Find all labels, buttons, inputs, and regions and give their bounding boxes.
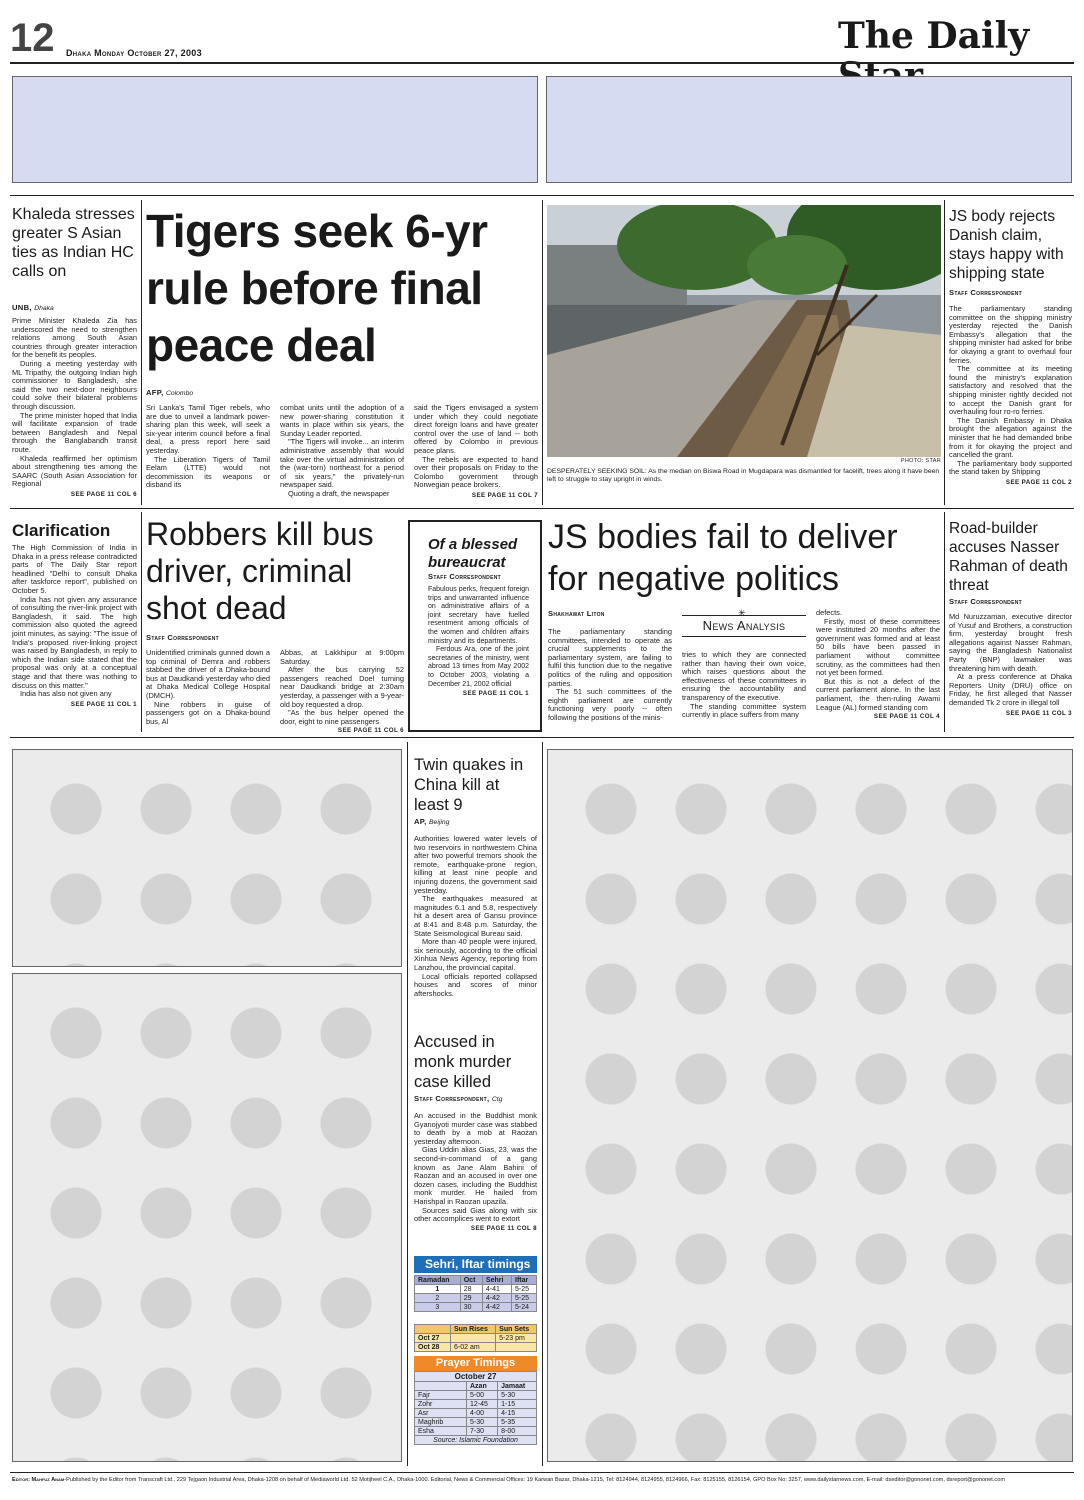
clarification-continuation[interactable]: SEE PAGE 11 COL 1 <box>70 700 137 708</box>
js-danish-continuation[interactable]: SEE PAGE 11 COL 2 <box>1005 478 1072 486</box>
prayer-r0c1: 5-00 <box>467 1391 498 1400</box>
prayer-r1c0: Zohr <box>415 1400 467 1409</box>
road-builder-headline: Road-builder accuses Nasser Rahman of death threat <box>949 520 1068 594</box>
prayer-r2c2: 4-15 <box>498 1409 537 1418</box>
ad-box-left <box>12 76 538 183</box>
prayer-r3c0: Maghrib <box>415 1418 467 1427</box>
monk-headline: Accused in monk murder case killed <box>414 1033 512 1091</box>
photo-credit: PHOTO: STAR <box>900 458 941 464</box>
sun-table <box>414 1324 537 1352</box>
sehri-r2c3: 5-24 <box>512 1303 537 1312</box>
tigers-col3 <box>414 404 538 501</box>
js-fail-c2p2: The standing committee system currently in place suffers from many <box>682 701 806 720</box>
js-fail-c2p1: tries to which they are connected rather than having their own voice, which raises questions about the effectiveness of these committees in ensuring the accountability and transparency of the executive. <box>682 650 806 702</box>
js-danish-story <box>949 207 1072 502</box>
khaleda-p3: The prime minister hoped that India will facilitate expansion of trade between Bangladesh and Nepal through the Banglabandh transit route. <box>12 410 137 454</box>
sun-r1c2 <box>496 1343 537 1352</box>
masthead: The Daily <box>838 15 1030 57</box>
sehri-r2c2: 4-42 <box>482 1303 511 1312</box>
js-fail-story <box>548 516 940 728</box>
tigers-byline <box>146 388 538 397</box>
news-analysis-text: News Analysis <box>702 618 786 633</box>
robbers-story <box>146 516 404 735</box>
divider-v3 <box>944 200 945 505</box>
page-header <box>0 0 1084 70</box>
js-fail-col1 <box>548 609 672 723</box>
js-fail-c3p3: But this is not a defect of the current parliament alone. In the last parliament, the then-ruling Awami League (AL) formed standing com <box>816 676 940 712</box>
robbers-c1p1: Unidentified criminals gunned down a top criminal of Demra and robbers stabbed the driver of a Dhaka-bound bus at Daudkandi yesterday who died at Dhaka Medical College Hospital (DMCH). <box>146 648 270 700</box>
khaleda-p2: During a meeting yesterday with ML Tripathy, the outgoing Indian high commissioner to Bangladesh, she said the two next-door neighbours could solve their bilateral problems through discussion. <box>12 358 137 411</box>
js-fail-c3p1: defects. <box>816 608 842 617</box>
divider-2 <box>10 508 1074 509</box>
sehri-r1c3: 5-25 <box>512 1294 537 1303</box>
js-danish-body <box>949 305 1072 477</box>
robbers-c2p3: "As the bus helper opened the door, eight to nine passengers <box>280 708 404 726</box>
monk-continuation[interactable]: SEE PAGE 11 COL 8 <box>470 1224 537 1232</box>
sehri-h2: Sehri <box>482 1276 511 1285</box>
js-fail-c1p1: The parliamentary standing committees, intended to operate as crucial supplements to the parliamentary system, are failing to fulfil this function due to the negative politics of the ruling and opposition parties. <box>548 627 672 688</box>
prayer-r4c0: Esha <box>415 1427 467 1436</box>
robbers-columns <box>146 649 404 736</box>
quakes-p3: More than 40 people were injured, six seriously, according to the official Xinhua News Agency, reporting from Lanzhou, the provincial capital. <box>414 937 537 972</box>
monk-agency: Staff Correspondent, <box>414 1094 490 1103</box>
photo-tree-median <box>547 205 941 457</box>
prayer-r2c0: Asr <box>415 1409 467 1418</box>
road-builder-byline: Staff Correspondent <box>949 597 1022 606</box>
bureaucrat-headline: Of a blessed bureaucrat <box>428 536 518 571</box>
prayer-source: Source: Islamic Foundation <box>415 1436 537 1445</box>
quakes-body <box>414 835 537 998</box>
bureaucrat-p1: Fabulous perks, frequent foreign trips and unwarranted influence on administrative affairs of a joint secretary have fuelled resentment among officials of the women and children affairs ministry and its departments. <box>428 586 529 645</box>
sehri-table <box>414 1275 537 1312</box>
monk-p2: Gias Uddin alias Gias, 23, was the second-in-command of a gang known as Jane Alam Bahini of Raozan and an accused in over one dozen cases, including the Buddhist monk murder. He hailed from Harishpal in Raozan upazila. <box>414 1145 537 1206</box>
js-fail-col3 <box>816 609 940 723</box>
sun-r0c1 <box>451 1334 496 1343</box>
sun-r1c1: 6-02 am <box>451 1343 496 1352</box>
khaleda-headline: Khaleda stresses greater S Asian ties as Indian HC calls on <box>12 206 135 280</box>
quakes-story <box>414 755 537 1025</box>
js-danish-p3: The Danish Embassy in Dhaka brought the allegation against the minister that he had demanded bribe from it for okaying the project and cancelled the grant. <box>949 415 1072 460</box>
js-fail-c1p2: The 51 such committees of the eighth parliament are currently functioning very poorly -- often following the positions of the minis- <box>548 687 672 722</box>
clarification-story <box>12 520 137 730</box>
js-danish-p1: The parliamentary standing committee on the shipping ministry yesterday rejected the Danish Embassy's allegation that the shipping minister had asked for bribe for okaying a grant to overhaul four ferries. <box>949 304 1072 365</box>
divider-v5 <box>944 512 945 732</box>
sehri-r0c3: 5-25 <box>512 1285 537 1294</box>
imprint <box>12 1476 1074 1484</box>
clarification-p3: India has also not given any <box>20 689 112 699</box>
khaleda-p1: Prime Minister Khaleda Zia has underscored the need to strengthen relations among South Asian countries through greater interaction for the benefit its peoples. <box>12 316 137 360</box>
prayer-date: October 27 <box>415 1372 537 1382</box>
ad-dots-top-left <box>12 749 402 967</box>
robbers-col1 <box>146 649 270 736</box>
js-danish-headline: JS body rejects Danish claim, stays happy with shipping state <box>949 208 1064 282</box>
clarification-p2: India has not given any assurance of consulting the river-link project with Bangladesh, it said. The high commission also quoted the agreed joint minutes, as saying: "The issue of India's proposed river-linking project was raised by Bangladesh, in reply to which the Indian side stated that the proposal was only at a conceptual stage and that there was nothing to discuss on this matter." <box>12 594 137 690</box>
sparkle-icon: ✳ <box>738 608 746 618</box>
bureaucrat-continuation[interactable]: SEE PAGE 11 COL 1 <box>462 690 529 698</box>
sun-r0c2: 5-23 pm <box>496 1334 537 1343</box>
robbers-headline: Robbers kill bus driver, criminal shot dead <box>146 516 374 626</box>
quakes-p4: Local officials reported collapsed houses and scores of minor aftershocks. <box>414 971 537 998</box>
quakes-p2: The earthquakes measured at magnitudes 6.1 and 5.8, respectively hit a desert area of Gansu province at 8:41 and 8:48 p.m. Saturday, the State Seismological Bureau said. <box>414 894 537 938</box>
robbers-continuation[interactable]: SEE PAGE 11 COL 6 <box>337 727 404 735</box>
prayer-h1: Jamaat <box>498 1382 537 1391</box>
imprint-text: -Published by the Editor from Transcraft Ltd., 229 Tejgaon Industrial Area, Dhaka-1208 on behalf of Mediaworld Ltd. 52 Motijheel C.A., Dhaka-1000. Editorial, News & Commercial Offices: 19 Karwan Bazar, Dhaka-1215, Tel: 8124944, 8124955, 8124966, Fax: 8125155, 8126154, GPO Box No: 3257, www.dailystarnews.com, E-mail: dseditor@gononet.com, dsreport@gononet.com <box>64 1477 1005 1483</box>
khaleda-p4: Khaleda reaffirmed her optimism about strengthening ties among the SAARC (South Asian Association for Regional <box>12 453 137 489</box>
js-fail-byline: Shakhawat Liton <box>548 609 605 618</box>
prayer-title: Prayer Timings <box>414 1356 537 1371</box>
sehri-r0c0: 1 <box>415 1285 461 1294</box>
prayer-table <box>414 1371 537 1445</box>
photo-caption: DESPERATELY SEEKING SOIL: As the median on Biswa Road in Mugdapara was dismantled for facelift, trees along it have been left to struggle to stay upright in winds. <box>547 468 940 484</box>
road-builder-p2: At a press conference at Dhaka Reporters Unity (DRU) office on Friday, he first alleged that Nasser demanded Tk 2 crore in illegal toll <box>949 672 1072 707</box>
monk-body <box>414 1112 537 1224</box>
quakes-headline: Twin quakes in China kill at least 9 <box>414 756 524 814</box>
clarification-body <box>12 544 137 699</box>
tigers-headline: Tigers seek 6-yr rule before final peace deal <box>146 205 488 371</box>
quakes-agency: AP, <box>414 817 427 826</box>
bureaucrat-byline: Staff Correspondent <box>428 572 501 581</box>
tigers-story <box>146 203 538 500</box>
prayer-r1c1: 12-45 <box>467 1400 498 1409</box>
sehri-r1c2: 4-42 <box>482 1294 511 1303</box>
tigers-col2 <box>280 404 404 501</box>
tigers-col1 <box>146 404 270 501</box>
tigers-continuation[interactable]: SEE PAGE 11 COL 7 <box>471 491 538 499</box>
tigers-c2p1: combat units until the adoption of a new power-sharing constitution it wants in place within six years, the Sunday Leader reported. <box>280 403 404 438</box>
sun-h1: Sun Sets <box>496 1325 537 1334</box>
header-rule <box>10 62 1074 64</box>
robbers-c2p1: Abbas, at Lakkhipur at 9:00pm Saturday. <box>280 648 404 666</box>
road-builder-continuation[interactable]: SEE PAGE 11 COL 3 <box>1005 709 1072 717</box>
prayer-r4c1: 7-30 <box>467 1427 498 1436</box>
quakes-p1: Authorities lowered water levels of two reservoirs in northwestern China after two powerful tremors shook the remote, earthquake-prone region, killing at least nine people and injuring dozens, the government said yesterday. <box>414 834 537 895</box>
prayer-r2c1: 4-00 <box>467 1409 498 1418</box>
sehri-r0c1: 28 <box>460 1285 482 1294</box>
news-analysis-label <box>682 608 806 637</box>
tigers-c2p3: Quoting a draft, the newspaper <box>288 488 390 498</box>
road-builder-story <box>949 519 1072 729</box>
js-fail-continuation[interactable]: SEE PAGE 11 COL 4 <box>873 713 940 721</box>
sehri-h3: Iftar <box>512 1276 537 1285</box>
khaleda-body <box>12 317 137 489</box>
js-fail-col2 <box>682 609 806 723</box>
js-fail-col2-text <box>682 651 806 720</box>
js-danish-p2: The committee at its meeting found the ministry's explanation satisfactory and resolved that the shipping minister rightly decided not to accept the Danish grant for overhauling four ro-ro ferries. <box>949 364 1072 417</box>
js-fail-headline: JS bodies fail to deliver for negative politics <box>548 518 898 598</box>
sehri-h0: Ramadan <box>415 1276 461 1285</box>
monk-byline <box>414 1094 537 1103</box>
page-number: 12 <box>10 16 55 60</box>
quakes-place: Beijing <box>429 819 450 826</box>
ad-dots-bottom-left <box>12 973 402 1462</box>
divider-v4 <box>141 512 142 732</box>
bureaucrat-p2: Ferdous Ara, one of the joint secretaries of the ministry, went abroad 13 times from May 2002 to October 2003, violating a December 21, 2002 official <box>428 646 529 688</box>
sehri-r1c0: 2 <box>415 1294 461 1303</box>
dateline: Dhaka Monday October 27, 2003 <box>66 48 202 58</box>
js-danish-byline: Staff Correspondent <box>949 288 1022 297</box>
js-fail-col1-text <box>548 628 672 723</box>
divider-1 <box>10 195 1074 196</box>
monk-p3: Sources said Gias along with six other accomplices went to extort <box>414 1205 537 1224</box>
sehri-h1: Oct <box>460 1276 482 1285</box>
tigers-place: Colombo <box>165 390 194 397</box>
imprint-editor: Editor: Mahfuz Anam <box>12 1477 65 1483</box>
quakes-byline <box>414 817 537 826</box>
robbers-col2 <box>280 649 404 736</box>
tigers-c3p2: The rebels are expected to hand over their proposals on Friday to the Colombo government through Norwegian peace brokers. <box>414 454 538 490</box>
robbers-c1p2: Nine robbers in guise of passengers got on a Dhaka-bound bus, Al <box>146 699 270 726</box>
prayer-r1c2: 1-15 <box>498 1400 537 1409</box>
sun-r1c0: Oct 28 <box>415 1343 451 1352</box>
js-danish-p4: The parliamentary body supported the stand taken by Shipping <box>949 458 1072 477</box>
sehri-title: Sehri, Iftar timings <box>414 1256 537 1273</box>
tigers-c1p2: The Liberation Tigers of Tamil Eelam (LTTE) would not decommission its weapons or disband its <box>146 454 270 490</box>
khaleda-story <box>12 205 137 502</box>
prayer-r4c2: 8-00 <box>498 1427 537 1436</box>
prayer-r0c2: 5-30 <box>498 1391 537 1400</box>
ad-box-right <box>546 76 1072 183</box>
news-photo <box>547 205 941 457</box>
tigers-c1p1: Sri Lanka's Tamil Tiger rebels, who are due to unveil a landmark power-sharing plan this week, will seek a six-year interim council before a final deal, a press report here said yesterday. <box>146 403 270 455</box>
tigers-c3p1: said the Tigers envisaged a system under which they could negotiate direct foreign loans and have greater control over the use of land -- both offered by Colombo in previous peace plans. <box>414 403 538 455</box>
prayer-corner <box>415 1382 467 1391</box>
khaleda-place: Dhaka <box>34 305 54 312</box>
prayer-r0c0: Fajr <box>415 1391 467 1400</box>
divider-3 <box>10 737 1074 738</box>
road-builder-body <box>949 613 1072 708</box>
sehri-r2c1: 30 <box>460 1303 482 1312</box>
js-fail-columns <box>548 609 940 723</box>
divider-v1 <box>141 200 142 505</box>
monk-p1: An accused in the Buddhist monk Gyanojyoti murder case was stabbed to death by a mob at Raozan yesterday afternoon. <box>414 1111 537 1146</box>
divider-v7 <box>542 742 543 1466</box>
tigers-columns <box>146 404 538 501</box>
prayer-r3c1: 5-30 <box>467 1418 498 1427</box>
bureaucrat-box <box>408 520 542 732</box>
robbers-byline: Staff Correspondent <box>146 633 219 642</box>
footer-rule <box>10 1472 1074 1473</box>
tigers-agency: AFP, <box>146 388 164 397</box>
sun-r0c0: Oct 27 <box>415 1334 451 1343</box>
sehri-r2c0: 3 <box>415 1303 461 1312</box>
prayer-h0: Azan <box>467 1382 498 1391</box>
road-builder-p1: Md Nuruzzaman, executive director of Yusuf and Brothers, a construction firm, yesterday brought fresh allegations against Nasser Rahman, saying the Bangladesh Nationalist Party (BNP) lawmaker was threatening him with death. <box>949 612 1072 673</box>
sun-corner <box>415 1325 451 1334</box>
tigers-c2p2: "The Tigers will invoke... an interim administrative assembly that would take over the virtual administration of the (war-torn) northeast for a period of six years," the privately-run newspaper said. <box>280 437 404 490</box>
clarification-headline: Clarification <box>12 521 111 540</box>
bureaucrat-body <box>428 586 529 689</box>
clarification-p1: The High Commission of India in Dhaka in a press release contradicted parts of The Daily Star report headlined "Delhi to consult Dhaka after taskforce report", published on October 5. <box>12 543 137 595</box>
ad-dots-right <box>547 749 1073 1462</box>
divider-v6 <box>407 742 408 1466</box>
monk-place: Ctg <box>491 1096 503 1103</box>
khaleda-continuation[interactable]: SEE PAGE 11 COL 6 <box>70 490 137 498</box>
monk-story <box>414 1032 537 1242</box>
js-fail-c3p2: Firstly, most of these committees were instituted 20 months after the government was formed and at least 50 bills have been passed in parliament without committee scrutiny, as the committees had then not yet been formed. <box>816 616 940 678</box>
khaleda-byline <box>12 303 137 312</box>
prayer-r3c2: 5-35 <box>498 1418 537 1427</box>
robbers-c2p2: After the bus carrying 52 passengers reached Doel turning near Daudkandi bridge at 2:30am yesterday, a passenger with a 9-year-old boy requested a drop. <box>280 665 404 709</box>
sehri-iftar-box <box>414 1256 537 1468</box>
sehri-r1c1: 29 <box>460 1294 482 1303</box>
sehri-r0c2: 4-41 <box>482 1285 511 1294</box>
divider-v2 <box>542 200 543 505</box>
sun-h0: Sun Rises <box>451 1325 496 1334</box>
khaleda-agency: UNB, <box>12 303 32 312</box>
